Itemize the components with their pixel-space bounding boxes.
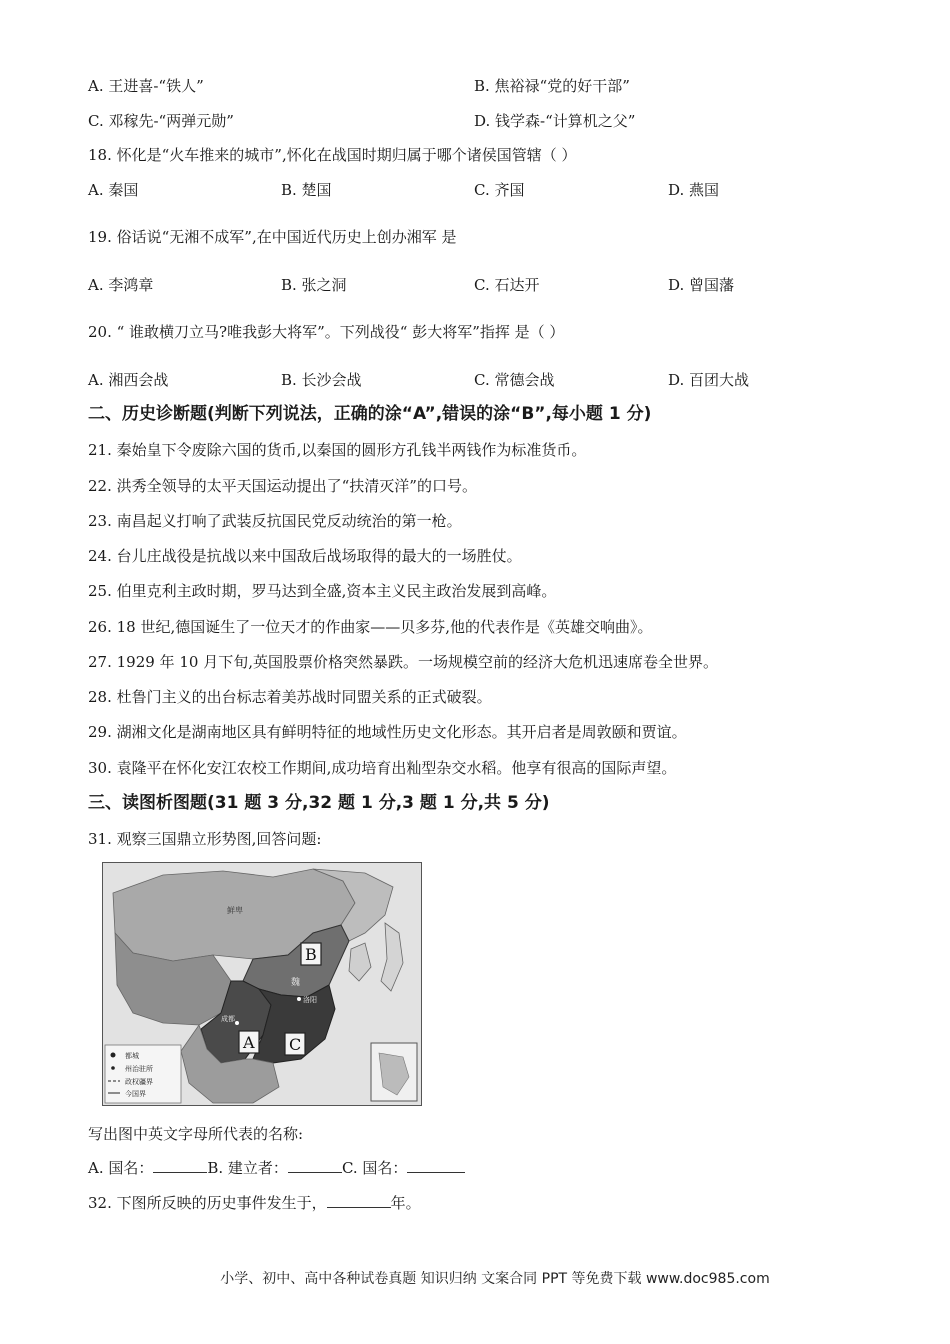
- q17-option-d: D. 钱学森-“计算机之父”: [474, 112, 636, 130]
- section-2-heading: 二、历史诊断题(判断下列说法，正确的涂“A”,错误的涂“B”,每小题 1 分): [88, 404, 652, 424]
- q31-stem: 31. 观察三国鼎立形势图,回答问题:: [88, 830, 322, 848]
- statement-26: 26. 18 世纪,德国诞生了一位天才的作曲家——贝多芬,他的代表作是《英雄交响曲》。: [88, 618, 653, 636]
- statement-28: 28. 杜鲁门主义的出台标志着美苏战时同盟关系的正式破裂。: [88, 688, 492, 706]
- fill-c-blank[interactable]: [407, 1158, 465, 1173]
- map-letter-a: A: [243, 1033, 255, 1052]
- q17-option-b: B. 焦裕禄“党的好干部”: [474, 77, 630, 95]
- map-label-wei: 魏: [291, 978, 301, 988]
- q19-option-c: C. 石达开: [474, 276, 540, 294]
- statement-21: 21. 秦始皇下令废除六国的货币,以秦国的圆形方孔钱半两钱作为标准货币。: [88, 441, 587, 459]
- q20-option-b: B. 长沙会战: [281, 371, 362, 389]
- q17-option-c: C. 邓稼先-“两弹元勋”: [88, 112, 234, 130]
- q20-stem: 20. “ 谁敢横刀立马?唯我彭大将军”。下列战役“ 彭大将军”指挥 是（ ）: [88, 323, 565, 341]
- q17-option-a: A. 王进喜-“铁人”: [88, 77, 204, 95]
- fill-b-label: B. 建立者：: [207, 1159, 288, 1177]
- map-label-chengdu: 成都: [221, 1015, 235, 1023]
- fill-c-label: C. 国名：: [341, 1159, 408, 1177]
- statement-29: 29. 湖湘文化是湖南地区具有鲜明特征的地域性历史文化形态。其开启者是周敦颐和贾谊。: [88, 723, 687, 741]
- section-3-heading: 三、读图析图题(31 题 3 分,32 题 1 分,3 题 1 分,共 5 分): [88, 793, 550, 813]
- three-kingdoms-map: [102, 862, 422, 1106]
- q32-stem-post: 年。: [390, 1194, 421, 1212]
- legend-modern-border: 今国界: [125, 1090, 146, 1098]
- legend-prefecture: 州治驻所: [125, 1065, 153, 1073]
- fill-a-blank[interactable]: [153, 1158, 207, 1173]
- q32-year-blank[interactable]: [327, 1193, 391, 1208]
- map-label-luoyang: 洛阳: [303, 996, 317, 1004]
- statement-27: 27. 1929 年 10 月下旬,英国股票价格突然暴跌。一场规模空前的经济大危机迅速席卷全世界。: [88, 653, 718, 671]
- map-letter-c: C: [289, 1035, 302, 1054]
- q18-option-b: B. 楚国: [281, 181, 332, 199]
- legend-border: 政权疆界: [125, 1078, 153, 1086]
- statement-30: 30. 袁隆平在怀化安江农校工作期间,成功培育出籼型杂交水稻。他享有很高的国际声望。: [88, 759, 677, 777]
- fill-a-label: A. 国名：: [88, 1159, 154, 1177]
- statement-23: 23. 南昌起义打响了武装反抗国民党反动统治的第一枪。: [88, 512, 462, 530]
- fill-b-blank[interactable]: [288, 1158, 342, 1173]
- q20-option-a: A. 湘西会战: [88, 371, 169, 389]
- q19-option-b: B. 张之洞: [281, 276, 347, 294]
- statement-24: 24. 台儿庄战役是抗战以来中国敌后战场取得的最大的一场胜仗。: [88, 547, 522, 565]
- q18-option-d: D. 燕国: [668, 181, 720, 199]
- q19-option-d: D. 曾国藩: [668, 276, 735, 294]
- map-label-xianbei: 鲜卑: [227, 906, 243, 915]
- q18-option-a: A. 秦国: [88, 181, 139, 199]
- map-letter-b: B: [305, 945, 317, 964]
- page-footer: 小学、初中、高中各种试卷真题 知识归纳 文案合同 PPT 等免费下载 www.doc985.com: [220, 1271, 770, 1287]
- q32-stem-pre: 32. 下图所反映的历史事件发生于，: [88, 1194, 327, 1212]
- q19-stem: 19. 俗话说“无湘不成军”,在中国近代历史上创办湘军 是: [88, 228, 457, 246]
- q32-stem: [88, 1193, 421, 1213]
- legend-capital: 都城: [125, 1052, 139, 1060]
- q19-option-a: A. 李鸿章: [88, 276, 154, 294]
- q20-option-c: C. 常德会战: [474, 371, 555, 389]
- q18-stem: 18. 怀化是“火车推来的城市”,怀化在战国时期归属于哪个诸侯国管辖（ ）: [88, 146, 577, 164]
- q18-option-c: C. 齐国: [474, 181, 525, 199]
- q31-fill-line: [88, 1158, 465, 1178]
- statement-22: 22. 洪秀全领导的太平天国运动提出了“扶清灭洋”的口号。: [88, 477, 477, 495]
- q31-prompt: 写出图中英文字母所代表的名称:: [88, 1125, 304, 1143]
- q20-option-d: D. 百团大战: [668, 371, 750, 389]
- statement-25: 25. 伯里克利主政时期，罗马达到全盛,资本主义民主政治发展到高峰。: [88, 582, 557, 600]
